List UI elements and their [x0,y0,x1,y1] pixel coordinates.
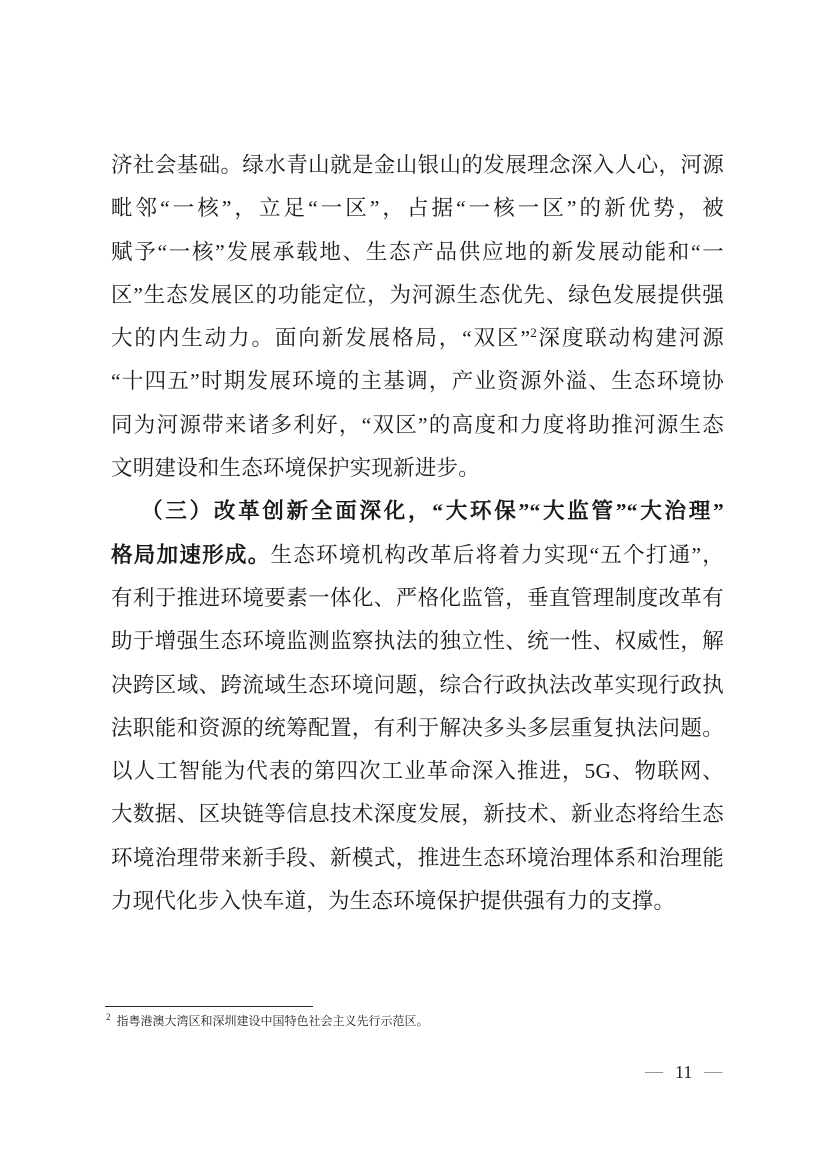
footnote [106,1012,726,1030]
text-line [111,447,724,490]
page-number-value: 11 [675,1062,693,1082]
text-segment: 以人工智能为代表的第四次工业革命深入推进，5G、物联网、 [111,759,724,784]
text-segment: 格局加速形成。 [111,542,271,567]
text-line [111,664,724,707]
page-number-dash-left: — [645,1061,663,1081]
text-line [111,404,724,447]
text-segment: 决跨区域、跨流域生态环境问题，综合行政执法改革实现行政执 [111,672,724,697]
text-line [111,187,724,230]
text-segment: 赋予“一核”发展承载地、生态产品供应地的新发展动能和“一 [111,239,724,264]
text-segment: 济社会基础。绿水青山就是金山银山的发展理念深入人心，河源 [111,153,724,177]
text-segment: 生态环境机构改革后将着力实现“五个打通”， [270,542,724,567]
text-line [111,231,724,274]
text-line [111,707,724,750]
text-line [111,534,724,577]
text-segment: 同为河源带来诸多利好，“双区”的高度和力度将助推河源生态 [111,412,724,437]
text-segment: 环境治理带来新手段、新模式，推进生态环境治理体系和治理能 [111,845,724,870]
text-line [111,793,724,836]
text-line [111,317,724,360]
text-segment: 有利于推进环境要素一体化、严格化监管，垂直管理制度改革有 [111,585,724,610]
text-line [111,360,724,403]
text-segment: 法职能和资源的统筹配置，有利于解决多头多层重复执法问题。 [111,715,724,740]
footnote-reference: 2 [530,325,537,341]
text-segment: （三）改革创新全面深化，“大环保”“大监管”“大治理” [141,499,724,524]
text-segment: 大数据、区块链等信息技术深度发展，新技术、新业态将给生态 [111,802,724,827]
text-line [111,620,724,663]
text-line [111,490,724,533]
text-segment: “十四五”时期发展环境的主基调，产业资源外溢、生态环境协 [111,369,724,394]
text-segment: 力现代化步入快车道，为生态环境保护提供强有力的支撑。 [111,889,676,914]
footnote-marker: 2 [106,1012,111,1022]
text-segment: 文明建设和生态环境保护实现新进步。 [111,456,480,481]
text-line [111,577,724,620]
footnote-separator [105,1006,313,1007]
page-number-dash-right: — [704,1061,723,1081]
document-body [111,144,724,923]
text-segment: 区”生态发展区的功能定位，为河源生态优先、绿色发展提供强 [111,282,724,307]
text-line [111,837,724,880]
text-segment: 大的内生动力。面向新发展格局，“双区” [111,326,531,351]
page-number [645,1062,722,1083]
text-line [111,144,724,187]
text-line [111,274,724,317]
text-line [111,880,724,923]
text-segment: 深度联动构建河源 [536,326,724,351]
text-segment: 助于增强生态环境监测监察执法的独立性、统一性、权威性，解 [111,629,724,654]
footnote-text: 指粤港澳大湾区和深圳建设中国特色社会主义先行示范区。 [116,1014,429,1028]
text-line [111,750,724,793]
text-segment: 毗邻“一核”，立足“一区”，占据“一核一区”的新优势，被 [111,196,724,221]
